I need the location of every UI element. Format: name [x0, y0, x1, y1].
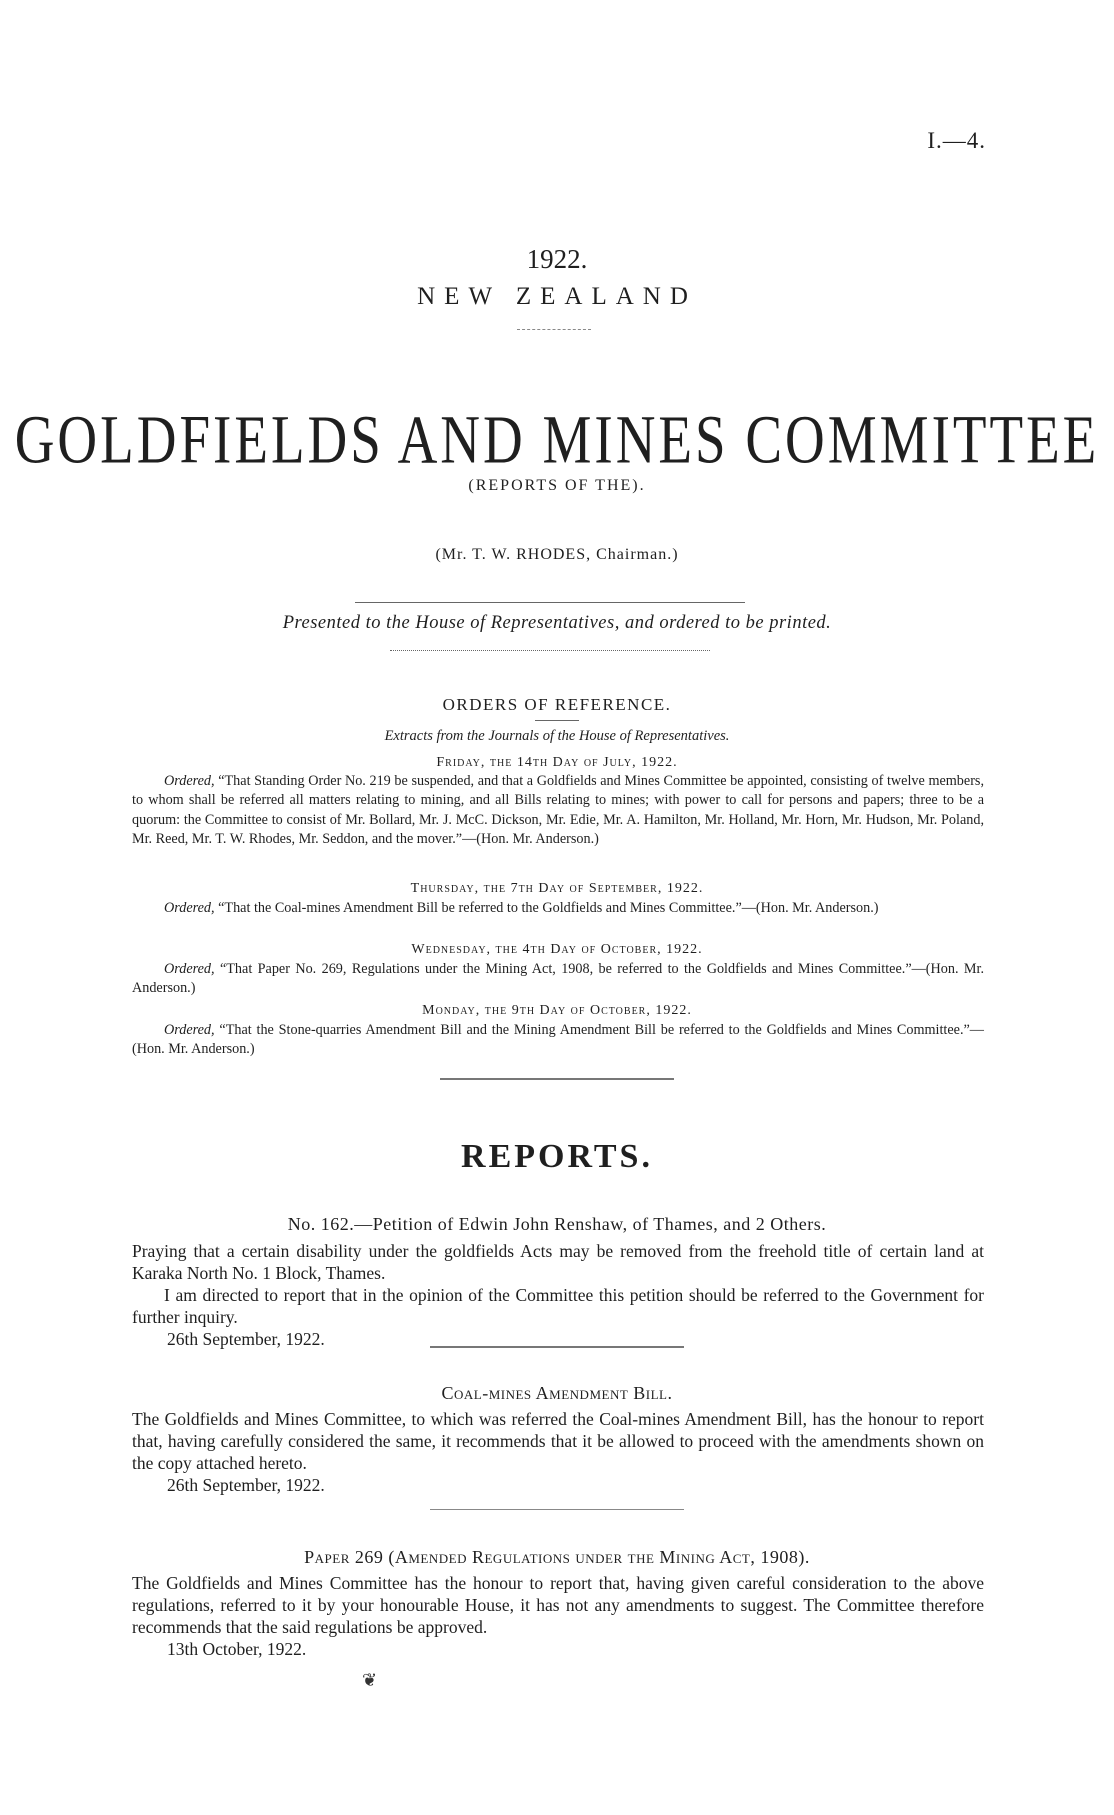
order-date: Friday, the 14th Day of July, 1922.: [436, 755, 678, 770]
report-body: Praying that a certain disability under the goldfields Acts may be removed from the freehold title of certain land at Karaka North No. 1 Block, Thames.: [132, 1241, 984, 1283]
report-body: The Goldfields and Mines Committee has the honour to report that, having given careful consideration to the above regulations, referred to it by your honourable House, it has not any amendments to suggest. The Committee therefore recommends that the said regulations be approved.: [132, 1573, 984, 1637]
ordered-label: Ordered,: [164, 773, 215, 789]
report-title: No. 162.—Petition of Edwin John Renshaw, of Thames, and 2 Others.: [287, 1214, 827, 1234]
report-body: I am directed to report that in the opinion of the Committee this petition should be referred to the Government for further inquiry.: [132, 1285, 984, 1327]
document-reference: I.—4.: [927, 128, 986, 153]
order-date: Monday, the 9th Day of October, 1922.: [422, 1003, 692, 1018]
extracts-line: Extracts from the Journals of the House of Representatives.: [384, 728, 730, 744]
divider: [430, 1346, 684, 1348]
report-body: The Goldfields and Mines Committee, to which was referred the Coal-mines Amendment Bill, has the honour to report that, having carefully considered the same, it recommends that it be allowed to proceed with the amendments shown on the copy attached hereto.: [132, 1409, 984, 1473]
ornament-icon: ❦: [362, 1670, 378, 1690]
presented-line: Presented to the House of Representatives, and ordered to be printed.: [282, 613, 832, 633]
country: NEW ZEALAND: [417, 283, 697, 310]
ordered-label: Ordered,: [164, 1022, 215, 1038]
divider: [440, 1078, 674, 1080]
divider: [390, 650, 710, 651]
divider: [535, 720, 579, 721]
divider: [355, 602, 745, 603]
ordered-label: Ordered,: [164, 900, 215, 916]
ordered-label: Ordered,: [164, 961, 215, 977]
order-entry: [132, 772, 984, 850]
order-text: “That the Coal-mines Amendment Bill be referred to the Goldfields and Mines Committee.”—(Hon. Mr. Anderson.): [218, 900, 879, 916]
reports-heading: REPORTS.: [461, 1138, 653, 1175]
report-title: Coal-mines Amendment Bill.: [441, 1383, 673, 1403]
year: 1922.: [526, 244, 588, 274]
order-text: “That the Stone-quarries Amendment Bill and the Mining Amendment Bill be referred to the Goldfields and Mines Committee.”—(Hon. Mr. Anderson.): [132, 1022, 984, 1058]
order-date: Thursday, the 7th Day of September, 1922.: [410, 881, 704, 896]
order-date: Wednesday, the 4th Day of October, 1922.: [411, 942, 703, 957]
report-title: Paper 269 (Amended Regulations under the Mining Act, 1908).: [304, 1547, 810, 1567]
report-date: 13th October, 1922.: [167, 1639, 307, 1659]
order-entry: [132, 1021, 984, 1060]
divider: [517, 329, 591, 330]
divider: [430, 1509, 684, 1510]
page-title: GOLDFIELDS AND MINES COMMITTEE: [14, 401, 1100, 478]
order-entry: [132, 899, 984, 918]
chairman-line: (Mr. T. W. RHODES, Chairman.): [435, 546, 679, 563]
order-text: “That Paper No. 269, Regulations under the Mining Act, 1908, be referred to the Goldfields and Mines Committee.”—(Hon. Mr. Anderson.): [132, 961, 984, 997]
page-subtitle: (REPORTS OF THE).: [468, 477, 646, 494]
order-text: “That Standing Order No. 219 be suspended, and that a Goldfields and Mines Committee be appointed, consisting of twelve members, to whom shall be referred all matters relating to mining, and all Bills relating to mines; with power to call for persons and papers; three to be a quorum: the Committee to consist of Mr. Bollard, Mr. J. McC. Dickson, Mr. Edie, Mr. A. Hamilton, Mr. Holland, Mr. Horn, Mr. Hudson, Mr. Poland, Mr. Reed, Mr. T. W. Rhodes, Mr. Seddon, and the mover.”—(Hon. Mr. Anderson.): [132, 773, 984, 848]
report-date: 26th September, 1922.: [167, 1475, 325, 1495]
orders-heading: ORDERS OF REFERENCE.: [442, 695, 672, 714]
report-date: 26th September, 1922.: [167, 1329, 325, 1349]
order-entry: [132, 960, 984, 999]
